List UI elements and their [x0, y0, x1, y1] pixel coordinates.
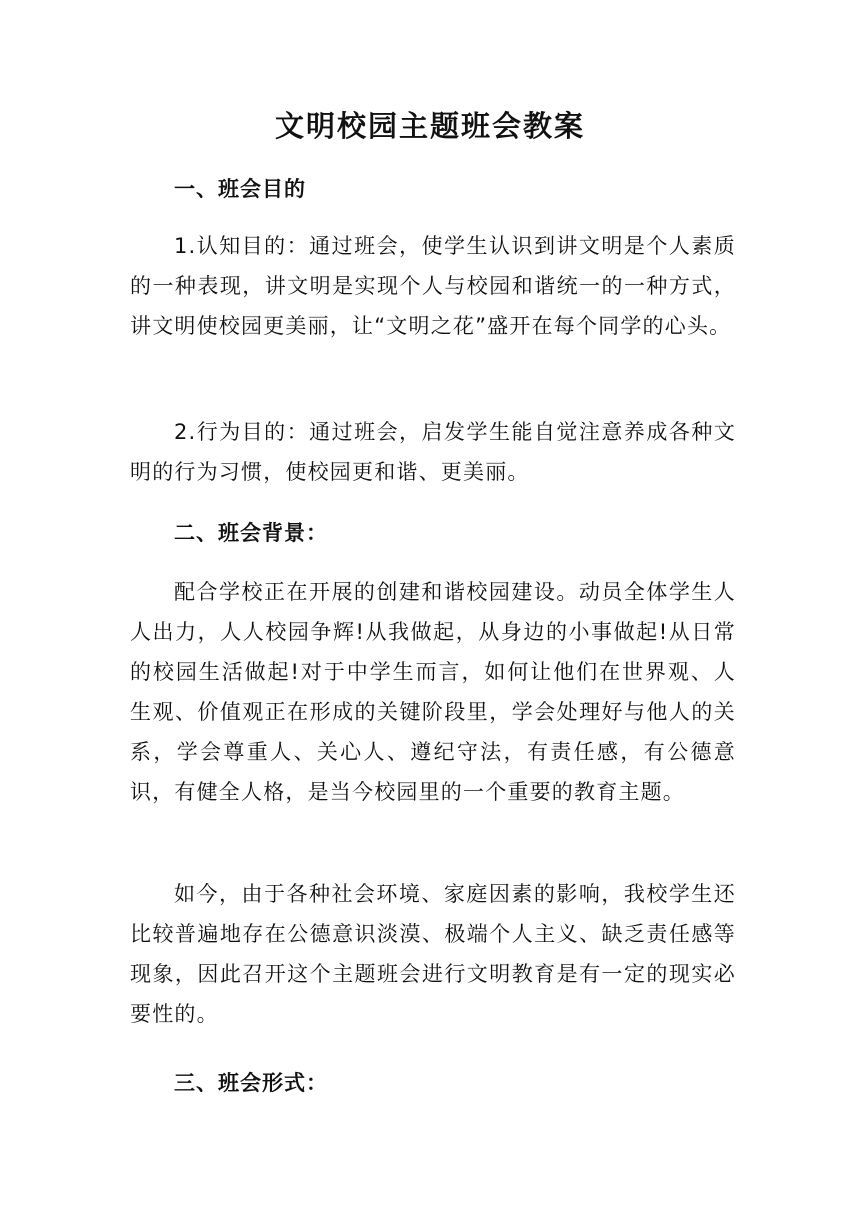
- paragraph-cognitive-objective: 1.认知目的：通过班会，使学生认识到讲文明是个人素质的一种表现，讲文明是实现个人与校园和谐统一的一种方式，讲文明使校园更美丽，让“文明之花”盛开在每个同学的心头。: [130, 234, 736, 338]
- section-heading-format: 三、班会形式：: [174, 1071, 328, 1095]
- paragraph-background: 配合学校正在开展的创建和谐校园建设。动员全体学生人人出力，人人校园争辉!从我做起，从身边的小事做起!从日常的校园生活做起!对于中学生而言，如何让他们在世界观、人生观、价值观正在形成的关键阶段里，学会处理好与他人的关系，学会尊重人、关心人、遵纪守法，有责任感，有公德意识，有健全人格，是当今校园里的一个重要的教育主题。: [130, 580, 736, 804]
- paragraph-current-situation: 如今，由于各种社会环境、家庭因素的影响，我校学生还比较普遍地存在公德意识淡漠、极端个人主义、缺乏责任感等现象，因此召开这个主题班会进行文明教育是有一定的现实必要性的。: [130, 882, 736, 1026]
- page-title: 文明校园主题班会教案: [274, 109, 585, 143]
- paragraph-behavior-objective: 2.行为目的：通过班会，启发学生能自觉注意养成各种文明的行为习惯，使校园更和谐、更美丽。: [130, 420, 736, 484]
- section-heading-objectives: 一、班会目的: [174, 177, 306, 201]
- section-heading-background: 二、班会背景：: [174, 521, 328, 545]
